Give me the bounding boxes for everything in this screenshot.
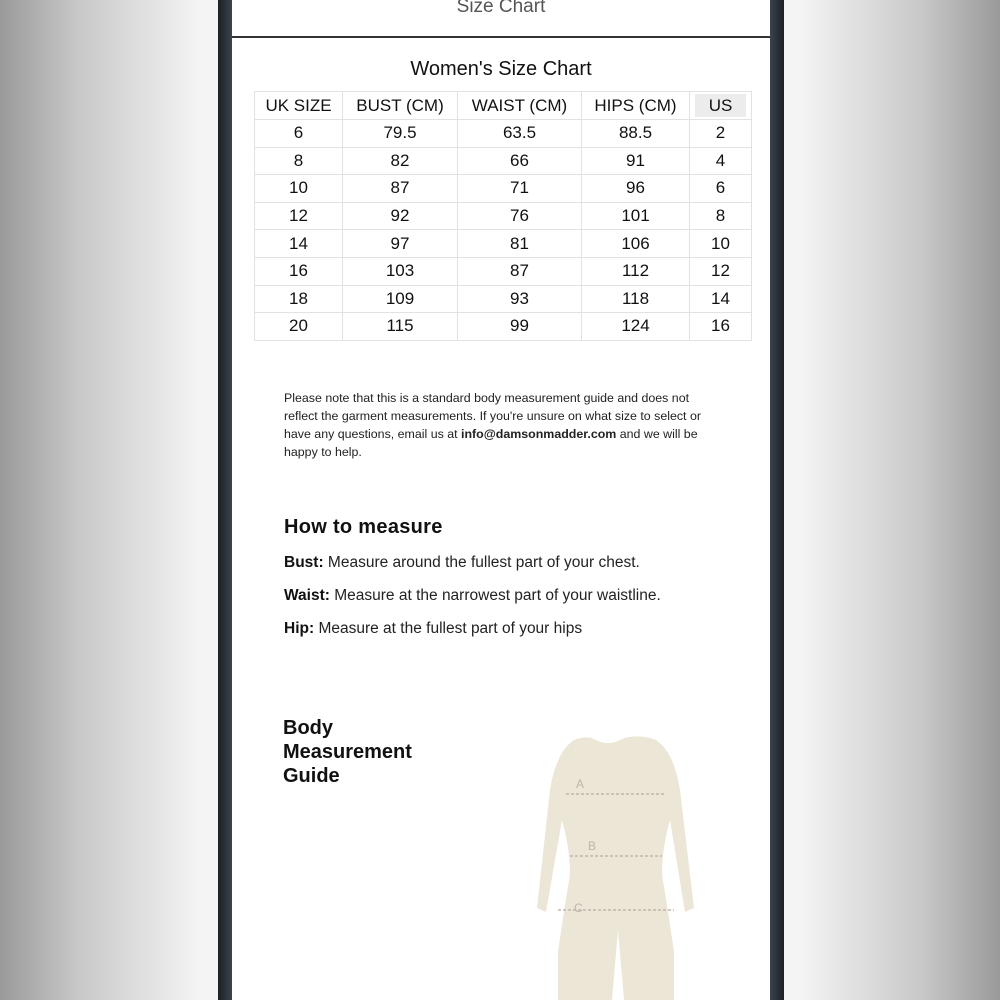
- cell-uk-size: 8: [255, 147, 343, 175]
- cell-uk-size: 6: [255, 120, 343, 148]
- column-header-hips: HIPS (CM): [582, 92, 690, 120]
- cell-hips: 96: [582, 175, 690, 203]
- cell-bust: 87: [343, 175, 458, 203]
- phone-bezel-right: [770, 0, 784, 1000]
- cell-us: 10: [690, 230, 752, 258]
- size-chart-modal: [232, 0, 770, 1000]
- column-header-uk-size: UK SIZE: [255, 92, 343, 120]
- cell-hips: 88.5: [582, 120, 690, 148]
- cell-uk-size: 14: [255, 230, 343, 258]
- table-row: [255, 257, 752, 285]
- cell-waist: 66: [458, 147, 582, 175]
- cell-uk-size: 10: [255, 175, 343, 203]
- phone-bezel-left: [218, 0, 232, 1000]
- column-header-waist: WAIST (CM): [458, 92, 582, 120]
- bust-instruction: [284, 554, 640, 572]
- table-row: [255, 285, 752, 313]
- modal-title: Size Chart: [456, 0, 546, 17]
- marker-b-label: B: [588, 839, 597, 853]
- waist-label: Waist:: [284, 587, 330, 604]
- cell-us: 4: [690, 147, 752, 175]
- size-chart-title: Women's Size Chart: [410, 58, 592, 80]
- cell-hips: 118: [582, 285, 690, 313]
- bust-label: Bust:: [284, 554, 324, 571]
- cell-waist: 71: [458, 175, 582, 203]
- table-row: [255, 313, 752, 341]
- cell-bust: 82: [343, 147, 458, 175]
- column-header-bust: BUST (CM): [343, 92, 458, 120]
- cell-us: 2: [690, 120, 752, 148]
- marker-a-label: A: [576, 777, 585, 791]
- how-to-measure-heading: How to measure: [284, 516, 443, 538]
- cell-waist: 63.5: [458, 120, 582, 148]
- cell-hips: 106: [582, 230, 690, 258]
- cell-uk-size: 16: [255, 257, 343, 285]
- cell-waist: 99: [458, 313, 582, 341]
- table-row: [255, 202, 752, 230]
- column-header-us: [690, 92, 752, 120]
- cell-bust: 109: [343, 285, 458, 313]
- table-row: [255, 120, 752, 148]
- body-measurement-guide-heading: Body Measurement Guide: [283, 717, 412, 787]
- table-row: [255, 230, 752, 258]
- modal-header: [232, 0, 770, 38]
- cell-bust: 103: [343, 257, 458, 285]
- hip-instruction: [284, 620, 582, 638]
- body-silhouette: [537, 736, 694, 1000]
- cell-us: 16: [690, 313, 752, 341]
- cell-hips: 124: [582, 313, 690, 341]
- note-text: Please note that this is a standard body measurement guide and does not reflect the garment measurements. If you're unsure on what size to select or have any questions, email us at: [284, 391, 701, 441]
- cell-waist: 87: [458, 257, 582, 285]
- cell-uk-size: 20: [255, 313, 343, 341]
- cell-uk-size: 18: [255, 285, 343, 313]
- phone-frame: [218, 0, 784, 1000]
- cell-waist: 76: [458, 202, 582, 230]
- cell-uk-size: 12: [255, 202, 343, 230]
- cell-hips: 112: [582, 257, 690, 285]
- table-header-row: [255, 92, 752, 120]
- cell-bust: 92: [343, 202, 458, 230]
- bust-text: Measure around the fullest part of your chest.: [323, 554, 640, 571]
- cell-bust: 79.5: [343, 120, 458, 148]
- table-row: [255, 175, 752, 203]
- waist-instruction: [284, 587, 661, 605]
- cell-us: 6: [690, 175, 752, 203]
- table-body: [255, 120, 752, 341]
- contact-email-link[interactable]: info@damsonmadder.com: [461, 427, 617, 441]
- hip-label: Hip:: [284, 620, 315, 637]
- cell-us: 12: [690, 257, 752, 285]
- cell-waist: 81: [458, 230, 582, 258]
- cell-hips: 91: [582, 147, 690, 175]
- cell-us: 14: [690, 285, 752, 313]
- cell-us: 8: [690, 202, 752, 230]
- marker-c-label: C: [574, 901, 583, 915]
- cell-bust: 115: [343, 313, 458, 341]
- cell-hips: 101: [582, 202, 690, 230]
- hip-text: Measure at the fullest part of your hips: [314, 620, 583, 637]
- size-table: [254, 91, 752, 341]
- cell-bust: 97: [343, 230, 458, 258]
- table-row: [255, 147, 752, 175]
- measurement-note: [284, 389, 724, 461]
- cell-waist: 93: [458, 285, 582, 313]
- waist-text: Measure at the narrowest part of your waistline.: [329, 587, 661, 604]
- column-header-us-label: US: [695, 94, 747, 117]
- note-text-end: and we will be happy to help.: [284, 427, 698, 459]
- body-figure-illustration: [514, 730, 704, 1000]
